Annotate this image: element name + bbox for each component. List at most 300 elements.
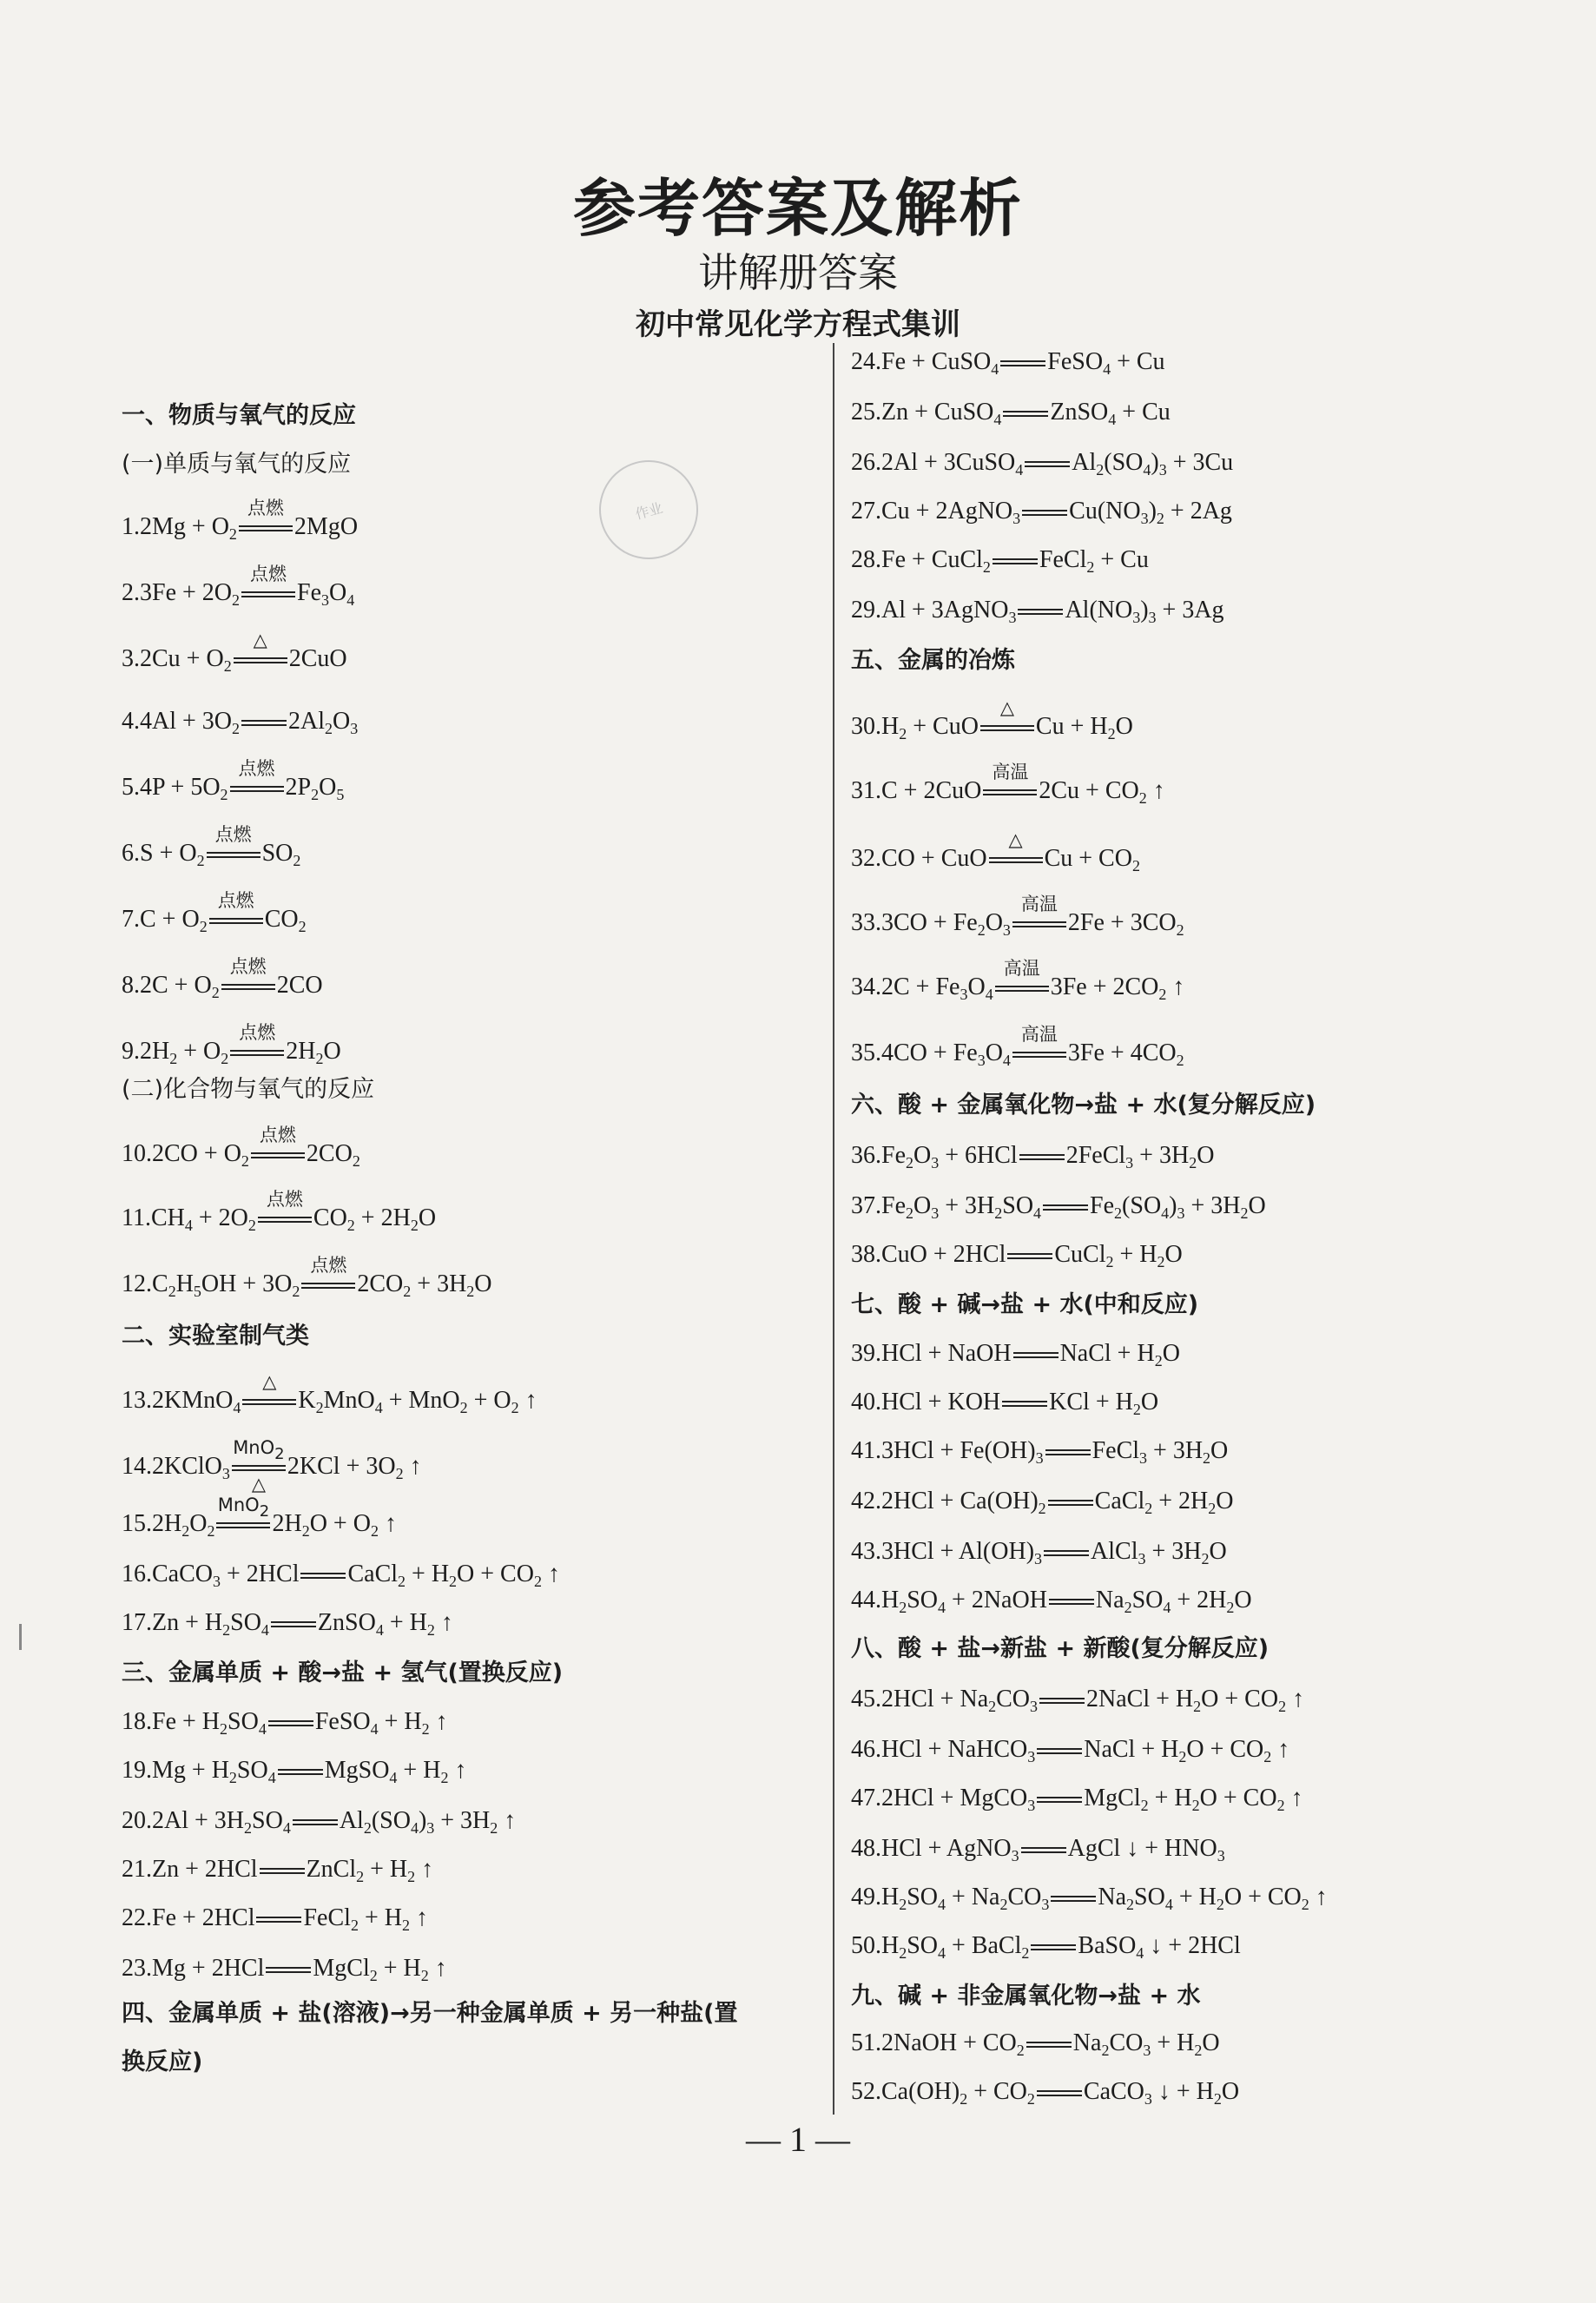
equation-products: 2FeCl$_3$ + $3H_2O$ (1065, 1142, 1215, 1171)
equation-number: 6. (122, 840, 140, 867)
equation-line (122, 498, 359, 543)
equation-products: ZnSO$_4$ + Cu (1050, 399, 1171, 428)
equals-sign (1013, 1352, 1059, 1358)
equation-reactants: $2H_2O_2$ (152, 1510, 215, 1540)
equation-line (851, 1685, 1304, 1714)
equation-products: FeCl$_3$ + $3H_2O$ (1091, 1437, 1229, 1467)
equation-reactants: $2Mg + O_2$ (140, 513, 237, 543)
equation-number: 12. (122, 1270, 152, 1297)
reaction-condition (983, 762, 1037, 806)
equation-reactants: 2NaOH + $CO_2$ (881, 2029, 1025, 2059)
equation-line (122, 1437, 422, 1495)
equation-products: $Fe_2(SO_4)_3 + 3H_2O$ (1090, 1192, 1266, 1222)
page-edge-mark (19, 1624, 22, 1650)
equals-sign (241, 591, 295, 597)
equation-number: 10. (122, 1140, 152, 1167)
equation-line (851, 1784, 1303, 1813)
section-heading: 一、物质与氧气的反应 (122, 402, 356, 429)
equation-products: $K_2MnO_4 + MnO_2 + O_2$ ↑ (298, 1387, 537, 1416)
subsection-heading: (二)化合物与氧气的反应 (122, 1076, 375, 1103)
equation-line (851, 1141, 1214, 1171)
equation-reactants: Mg + 2HCl (152, 1955, 265, 1982)
equation-line (851, 596, 1224, 625)
equation-line (122, 890, 307, 935)
page-subtitle: 讲解册答案 (698, 249, 898, 296)
equation-reactants: $2CO + O_2$ (152, 1140, 249, 1170)
equation-number: 45. (851, 1686, 881, 1712)
reaction-condition (232, 1437, 286, 1495)
equals-sign (1000, 360, 1045, 366)
equation-products: $Cu + CO_2$ (1044, 845, 1140, 874)
equation-products: $2Fe + 3CO_2$ (1067, 909, 1184, 939)
equation-line (122, 1756, 466, 1785)
condition-below: △ (251, 1474, 266, 1495)
equation-number: 14. (122, 1453, 152, 1480)
equation-number: 3. (122, 645, 140, 672)
reaction-condition (258, 1189, 312, 1233)
equation-line (122, 1806, 516, 1836)
condition-above: 点燃 (217, 890, 254, 911)
equation-number: 42. (851, 1488, 881, 1514)
condition-above: △ (262, 1371, 277, 1392)
equals-sign (1002, 1401, 1047, 1407)
equation-products: $CO_2 + 2H_2O$ (313, 1204, 437, 1234)
equation-reactants: CaCO$_3$ + 2HCl (152, 1561, 300, 1590)
equation-products: $2Cu + CO_2$ ↑ (1039, 777, 1165, 807)
reaction-condition (1019, 1141, 1065, 1171)
equation-number: 41. (851, 1437, 881, 1464)
reaction-condition (1022, 497, 1067, 526)
equals-sign (216, 1522, 270, 1528)
equals-sign (1022, 510, 1067, 516)
equation-number: 23. (122, 1955, 152, 1982)
equation-number: 30. (851, 713, 881, 740)
equation-reactants: 2HCl + MgCO$_3$ (881, 1785, 1036, 1814)
equation-number: 36. (851, 1142, 881, 1169)
equation-reactants: $H_2$ + CuO (881, 713, 979, 742)
reaction-condition (1003, 398, 1048, 427)
equals-sign (1044, 1550, 1089, 1556)
equation-reactants: $4CO + Fe_3O_4$ (881, 1039, 1011, 1069)
equation-number: 13. (122, 1387, 152, 1414)
reaction-condition (260, 1855, 305, 1884)
equation-reactants: $C_2H_5OH + 3O_2$ (152, 1270, 300, 1300)
equals-sign (293, 1819, 338, 1825)
condition-above: 点燃 (239, 1022, 276, 1043)
equation-line (122, 1560, 560, 1589)
equation-number: 9. (122, 1038, 140, 1065)
equals-sign (993, 558, 1038, 564)
equals-sign (266, 1967, 311, 1973)
equation-products: $Na_2SO_4 + H_2O + CO_2$ ↑ (1098, 1884, 1328, 1913)
equation-number: 17. (122, 1609, 152, 1636)
reaction-condition (1044, 1537, 1089, 1567)
equation-number: 27. (851, 498, 881, 525)
reaction-condition (1025, 448, 1070, 478)
equation-number: 51. (851, 2029, 881, 2056)
reaction-condition (1018, 596, 1063, 625)
equation-products: FeCl$_2$ + $H_2$ ↑ (303, 1904, 428, 1934)
equation-products: MgCl$_2$ + $H_2$ ↑ (313, 1955, 447, 1984)
equation-line (851, 1388, 1158, 1417)
reaction-condition (1000, 347, 1045, 377)
equation-line (122, 1022, 341, 1067)
equation-number: 20. (122, 1807, 152, 1834)
reaction-condition (1037, 2077, 1082, 2107)
equals-sign (1048, 1500, 1093, 1506)
condition-above: △ (999, 697, 1014, 718)
reaction-condition (230, 758, 284, 802)
equation-line (851, 1735, 1289, 1765)
equation-number: 2. (122, 579, 140, 606)
equation-line (851, 958, 1185, 1003)
equation-products: 2CO (276, 972, 323, 999)
equals-sign (242, 1399, 296, 1405)
equation-line (851, 1191, 1266, 1221)
reaction-condition (293, 1806, 338, 1836)
equation-line (122, 1189, 437, 1234)
equation-line (122, 630, 347, 675)
equation-line (851, 1487, 1233, 1516)
equation-reactants: Fe + CuSO$_4$ (881, 348, 999, 378)
reaction-condition (271, 1608, 316, 1638)
equation-line (851, 894, 1184, 939)
equation-line (122, 1255, 492, 1300)
section-heading: 五、金属的冶炼 (851, 647, 1015, 674)
equation-reactants: $S + O_2$ (140, 840, 205, 869)
equation-reactants: $2HCl + Ca(OH)_2$ (881, 1488, 1046, 1517)
reaction-condition (209, 890, 263, 934)
equation-number: 48. (851, 1835, 881, 1862)
reaction-condition (1012, 894, 1066, 938)
equation-reactants: $3HCl + Al(OH)_3$ (881, 1538, 1043, 1567)
equation-number: 49. (851, 1884, 881, 1910)
section-heading: 换反应) (122, 2049, 203, 2075)
equation-line (851, 497, 1232, 526)
equals-sign (1045, 1449, 1091, 1455)
equation-number: 32. (851, 845, 881, 872)
equation-products: KCl + $H_2O$ (1049, 1389, 1159, 1418)
page-number: — 1 — (746, 2120, 850, 2159)
equation-line (851, 2077, 1239, 2107)
equation-reactants: HCl + AgNO$_3$ (881, 1835, 1019, 1864)
equals-sign (278, 1769, 323, 1775)
reaction-condition (234, 630, 287, 674)
equation-products: AgCl ↓ + $HNO_3$ (1067, 1835, 1225, 1864)
condition-above: 点燃 (229, 956, 267, 977)
equation-reactants: Cu + 2AgNO$_3$ (881, 498, 1021, 527)
equation-line (122, 824, 301, 869)
equals-sign (234, 657, 287, 663)
equation-products: $2H_2O$ (286, 1038, 341, 1067)
equation-products: $2P_2O_5$ (285, 774, 345, 803)
equation-number: 46. (851, 1736, 881, 1763)
equation-number: 16. (122, 1561, 152, 1587)
reaction-condition (230, 1022, 284, 1066)
condition-above: MnO$_2$ (217, 1495, 270, 1521)
equals-sign (983, 789, 1037, 795)
equals-sign (1037, 1797, 1082, 1803)
equation-products: FeCl$_2$ + Cu (1039, 546, 1149, 576)
reaction-condition (256, 1904, 301, 1933)
equation-line (122, 1954, 447, 1983)
equation-line (851, 697, 1133, 742)
equation-number: 26. (851, 449, 881, 476)
reaction-condition (216, 1495, 270, 1539)
reaction-condition (268, 1707, 313, 1737)
equation-number: 44. (851, 1587, 881, 1613)
equation-reactants: $3CO + Fe_2O_3$ (881, 909, 1011, 939)
equals-sign (1012, 1052, 1066, 1058)
equation-line (122, 758, 345, 803)
equation-products: ZnSO$_4$ + $H_2$ ↑ (317, 1609, 453, 1639)
reaction-condition (221, 956, 275, 1000)
equation-products: $SO_2$ (261, 840, 301, 869)
equation-number: 15. (122, 1510, 152, 1537)
equation-reactants: $H_2SO_4$ + 2NaOH (881, 1587, 1047, 1616)
reaction-condition (241, 707, 287, 736)
equation-line (851, 1931, 1241, 1961)
equation-products: $CO_2$ (264, 906, 307, 935)
equation-reactants: $2HCl + Na_2CO_3$ (881, 1686, 1039, 1715)
reaction-condition (1043, 1191, 1088, 1221)
equation-reactants: $2C + O_2$ (140, 972, 220, 1001)
equals-sign (251, 1152, 305, 1158)
equation-reactants: Fe + CuCl$_2$ (881, 546, 991, 576)
equation-reactants: $Mg + H_2SO_4$ (152, 1757, 276, 1786)
equation-reactants: $3HCl + Fe(OH)_3$ (881, 1437, 1044, 1467)
equation-reactants: Fe + 2HCl (152, 1904, 255, 1931)
equals-sign (1049, 1599, 1094, 1605)
reaction-condition (301, 1255, 355, 1299)
equals-sign (268, 1720, 313, 1726)
equals-sign (1037, 1748, 1082, 1754)
reaction-condition (1037, 1784, 1082, 1813)
reaction-condition (241, 564, 295, 608)
equals-sign (209, 918, 263, 924)
equation-reactants: $C + O_2$ (140, 906, 208, 935)
section-heading: 二、实验室制气类 (122, 1323, 309, 1349)
equation-line (122, 564, 355, 609)
condition-above: MnO$_2$ (233, 1437, 285, 1463)
reaction-condition (1049, 1586, 1094, 1615)
equation-number: 34. (851, 973, 881, 1000)
section-heading: 九、碱 + 非金属氧化物→盐 + 水 (851, 1983, 1201, 2009)
equation-products: $Na_2SO_4 + 2H_2O$ (1095, 1587, 1252, 1616)
reaction-condition (251, 1125, 305, 1169)
reaction-condition (300, 1560, 346, 1589)
equation-number: 25. (851, 399, 881, 426)
equals-sign (221, 984, 275, 990)
equation-line (122, 1855, 433, 1884)
condition-above: 高温 (992, 762, 1029, 782)
equals-sign (301, 1283, 355, 1289)
equals-sign (232, 1465, 286, 1471)
equation-line (851, 1537, 1227, 1567)
equation-line (851, 448, 1233, 478)
equation-number: 5. (122, 774, 140, 801)
section-heading: 六、酸 + 金属氧化物→盐 + 水(复分解反应) (851, 1092, 1316, 1119)
reaction-condition (1051, 1883, 1096, 1912)
equation-number: 29. (851, 597, 881, 624)
equals-sign (1031, 1944, 1076, 1950)
equation-products: $Al(NO_3)_3 + 3Ag$ (1065, 597, 1224, 626)
subsection-heading: (一)单质与氧气的反应 (122, 451, 352, 478)
reaction-condition (1013, 1339, 1059, 1369)
equation-products: $2CO_2 + 3H_2O$ (357, 1270, 492, 1300)
section-title: 初中常见化学方程式集训 (636, 307, 960, 342)
equation-reactants: $CH_4 + 2O_2$ (150, 1204, 256, 1234)
equation-products: $Cu(NO_3)_2 + 2Ag$ (1069, 498, 1232, 527)
equation-line (122, 1125, 360, 1170)
equation-number: 11. (122, 1204, 151, 1231)
equation-products: FeSO$_4$ + Cu (1047, 348, 1165, 378)
equation-reactants: $4P + 5O_2$ (140, 774, 228, 803)
equation-number: 39. (851, 1340, 881, 1367)
equation-number: 40. (851, 1389, 881, 1415)
condition-above: 点燃 (214, 824, 252, 845)
reaction-condition (995, 958, 1049, 1002)
equation-number: 4. (122, 708, 140, 735)
equals-sign (230, 1050, 284, 1056)
equation-number: 38. (851, 1241, 881, 1268)
equation-number: 19. (122, 1757, 152, 1784)
equation-reactants: $Zn + H_2SO_4$ (152, 1609, 269, 1639)
reaction-condition (278, 1756, 323, 1785)
equals-sign (1012, 921, 1066, 927)
equation-reactants: $2Al + 3H_2SO_4$ (152, 1807, 291, 1837)
equation-line (851, 1240, 1183, 1270)
condition-above: 高温 (1020, 1024, 1058, 1045)
equation-products: $Al_2(SO_4)_3 + 3H_2$ ↑ (339, 1807, 517, 1837)
equation-line (122, 956, 323, 1001)
equation-products: $Cu + H_2O$ (1035, 713, 1133, 742)
section-heading: 八、酸 + 盐→新盐 + 新酸(复分解反应) (851, 1635, 1270, 1662)
equation-number: 7. (122, 906, 140, 933)
equation-number: 22. (122, 1904, 152, 1931)
equation-products: NaCl + $H_2O + CO_2$ ↑ (1084, 1736, 1290, 1765)
equals-sign (1039, 1698, 1085, 1704)
equals-sign (260, 1868, 305, 1874)
equation-number: 52. (851, 2078, 881, 2105)
equation-products: MgCl$_2$ + $H_2O + CO_2$ ↑ (1084, 1785, 1303, 1814)
column-divider (833, 343, 834, 2115)
equation-reactants: Al + 3AgNO$_3$ (881, 597, 1017, 626)
equation-number: 35. (851, 1039, 881, 1066)
reaction-condition (1045, 1436, 1091, 1466)
equation-reactants: CuO + 2HCl (881, 1241, 1006, 1268)
reaction-condition (1037, 1735, 1082, 1765)
equals-sign (300, 1573, 346, 1579)
equation-products: ZnCl$_2$ + $H_2$ ↑ (306, 1856, 434, 1885)
equation-line (851, 1834, 1225, 1864)
equation-reactants: $2H_2 + O_2$ (140, 1038, 229, 1067)
equation-products: $3Fe + 4CO_2$ (1067, 1039, 1184, 1069)
reaction-condition (980, 697, 1034, 742)
condition-above: △ (1008, 829, 1023, 850)
equation-number: 8. (122, 972, 140, 999)
equation-products: $2CO_2$ (306, 1140, 360, 1170)
equation-number: 21. (122, 1856, 152, 1883)
reaction-condition (1002, 1388, 1047, 1417)
equation-number: 18. (122, 1708, 152, 1735)
equation-line (851, 829, 1140, 874)
reaction-condition (207, 824, 261, 868)
equation-line (122, 1495, 397, 1540)
equals-sign (271, 1621, 316, 1627)
equals-sign (241, 720, 287, 726)
equation-reactants: Zn + CuSO$_4$ (881, 399, 1002, 428)
equation-line (851, 545, 1149, 575)
equation-reactants: $Fe_2O_3 + 6HCl$ (881, 1142, 1018, 1171)
reaction-condition (1021, 1834, 1066, 1864)
equation-line (851, 1586, 1252, 1615)
reaction-condition (1026, 2029, 1072, 2058)
equation-line (122, 1904, 428, 1933)
equals-sign (256, 1917, 301, 1923)
equation-products: $2H_2O + O_2$ ↑ (272, 1510, 397, 1540)
section-heading: 七、酸 + 碱→盐 + 水(中和反应) (851, 1291, 1199, 1318)
reaction-condition (242, 1371, 296, 1415)
equation-reactants: $Fe_2O_3 + 3H_2SO_4$ (881, 1192, 1042, 1222)
equation-products: $3Fe + 2CO_2$ ↑ (1050, 973, 1185, 1003)
equation-products: $2KCl + 3O_2$ ↑ (287, 1453, 422, 1482)
equation-products: MgSO$_4$ + $H_2$ ↑ (324, 1757, 467, 1786)
equation-number: 1. (122, 513, 140, 540)
equation-number: 37. (851, 1192, 881, 1219)
section-heading: 四、金属单质 + 盐(溶液)→另一种金属单质 + 另一种盐(置 (122, 2000, 738, 2027)
reaction-condition (266, 1954, 311, 1983)
equation-reactants: CO + CuO (881, 845, 987, 872)
condition-above: 点燃 (259, 1125, 296, 1145)
equation-line (851, 1339, 1180, 1369)
equation-products: FeSO$_4$ + $H_2$ ↑ (314, 1708, 448, 1738)
equation-reactants: $3Fe + 2O_2$ (140, 579, 241, 609)
equals-sign (1025, 461, 1070, 467)
equation-line (122, 707, 358, 736)
equation-reactants: $2C + Fe_3O_4$ (881, 973, 993, 1003)
equation-products: CaCO$_3$ ↓ + $H_2O$ (1083, 2078, 1240, 2108)
equation-reactants: $Ca(OH)_2 + CO_2$ (881, 2078, 1035, 2108)
equation-line (851, 1436, 1228, 1466)
equation-line (851, 398, 1171, 427)
equation-reactants: 2KMnO$_4$ (152, 1387, 241, 1416)
equals-sign (1007, 1253, 1052, 1259)
equation-reactants: $4Al + 3O_2$ (140, 708, 241, 737)
equation-number: 31. (851, 777, 881, 804)
equals-sign (230, 786, 284, 792)
equals-sign (1051, 1896, 1096, 1902)
equation-number: 28. (851, 546, 881, 573)
equals-sign (1021, 1847, 1066, 1853)
equation-reactants: $H_2SO_4 + Na_2CO_3$ (881, 1884, 1050, 1913)
equals-sign (207, 852, 261, 858)
equals-sign (1018, 609, 1063, 615)
equation-line (851, 1024, 1184, 1069)
equation-reactants: Zn + 2HCl (152, 1856, 258, 1883)
equation-reactants: 2Al + 3CuSO$_4$ (881, 449, 1024, 478)
equation-products: $2Al_2O_3$ (288, 708, 359, 737)
equation-products: $Fe_3O_4$ (297, 579, 355, 609)
reaction-condition (1031, 1931, 1076, 1961)
equation-number: 43. (851, 1538, 881, 1565)
equals-sign (1037, 2090, 1082, 2096)
equals-sign (1003, 411, 1048, 417)
equation-reactants: 2KClO$_3$ (152, 1453, 230, 1482)
equation-number: 33. (851, 909, 881, 936)
condition-above: △ (253, 630, 267, 650)
equation-reactants: $H_2SO_4$ + BaCl$_2$ (881, 1932, 1030, 1962)
